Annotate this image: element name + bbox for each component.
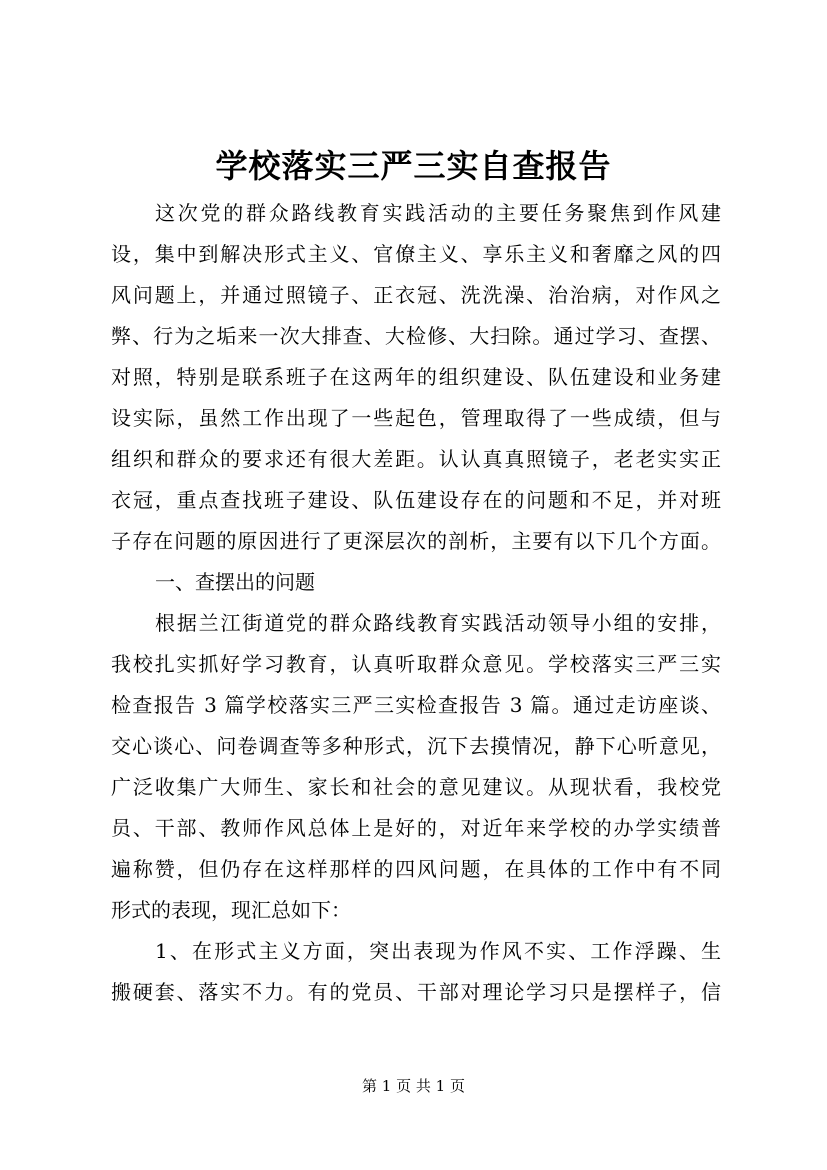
paragraph-line: 这次党的群众路线教育实践活动的主要任务聚焦到作风建 xyxy=(155,201,721,225)
paragraph-line: 员、干部、教师作风总体上是好的，对近年来学校的办学实绩普 xyxy=(111,816,721,840)
document-body xyxy=(111,193,721,1013)
paragraph-line: 遍称赞，但仍存在这样那样的四风问题，在具体的工作中有不同 xyxy=(111,857,721,881)
document-title: 学校落实三严三实自查报告 xyxy=(215,147,612,185)
paragraph-line: 弊、行为之垢来一次大排查、大检修、大扫除。通过学习、查摆、 xyxy=(111,324,721,348)
paragraph-line: 设，集中到解决形式主义、官僚主义、享乐主义和奢靡之风的四 xyxy=(111,242,721,266)
paragraph-line: 对照，特别是联系班子在这两年的组织建设、队伍建设和业务建 xyxy=(111,365,721,389)
paragraph-line: 我校扎实抓好学习教育，认真听取群众意见。学校落实三严三实 xyxy=(111,652,721,676)
paragraph-line: 交心谈心、问卷调查等多种形式，沉下去摸情况，静下心听意见， xyxy=(111,734,721,758)
paragraph-line: 形式的表现，现汇总如下： xyxy=(111,898,351,922)
paragraph-line: 根据兰江街道党的群众路线教育实践活动领导小组的安排， xyxy=(155,611,721,635)
paragraph-line: 广泛收集广大师生、家长和社会的意见建议。从现状看，我校党 xyxy=(111,775,721,799)
paragraph-line: 衣冠，重点查找班子建设、队伍建设存在的问题和不足，并对班 xyxy=(111,488,721,512)
paragraph-line: 1、在形式主义方面，突出表现为作风不实、工作浮躁、生 xyxy=(155,939,721,963)
paragraph-line: 检查报告 3 篇学校落实三严三实检查报告 3 篇。通过走访座谈、 xyxy=(111,693,721,717)
paragraph-line: 组织和群众的要求还有很大差距。认认真真照镜子，老老实实正 xyxy=(111,447,721,471)
page-number-footer: 第 1 页 共 1 页 xyxy=(362,1077,465,1095)
section-heading: 一、查摆出的问题 xyxy=(155,570,315,594)
paragraph-line: 风问题上，并通过照镜子、正衣冠、洗洗澡、治治病，对作风之 xyxy=(111,283,721,307)
paragraph-line: 设实际，虽然工作出现了一些起色，管理取得了一些成绩，但与 xyxy=(111,406,721,430)
paragraph-line: 搬硬套、落实不力。有的党员、干部对理论学习只是摆样子，信 xyxy=(111,980,721,1004)
paragraph-line: 子存在问题的原因进行了更深层次的剖析，主要有以下几个方面。 xyxy=(111,529,721,553)
